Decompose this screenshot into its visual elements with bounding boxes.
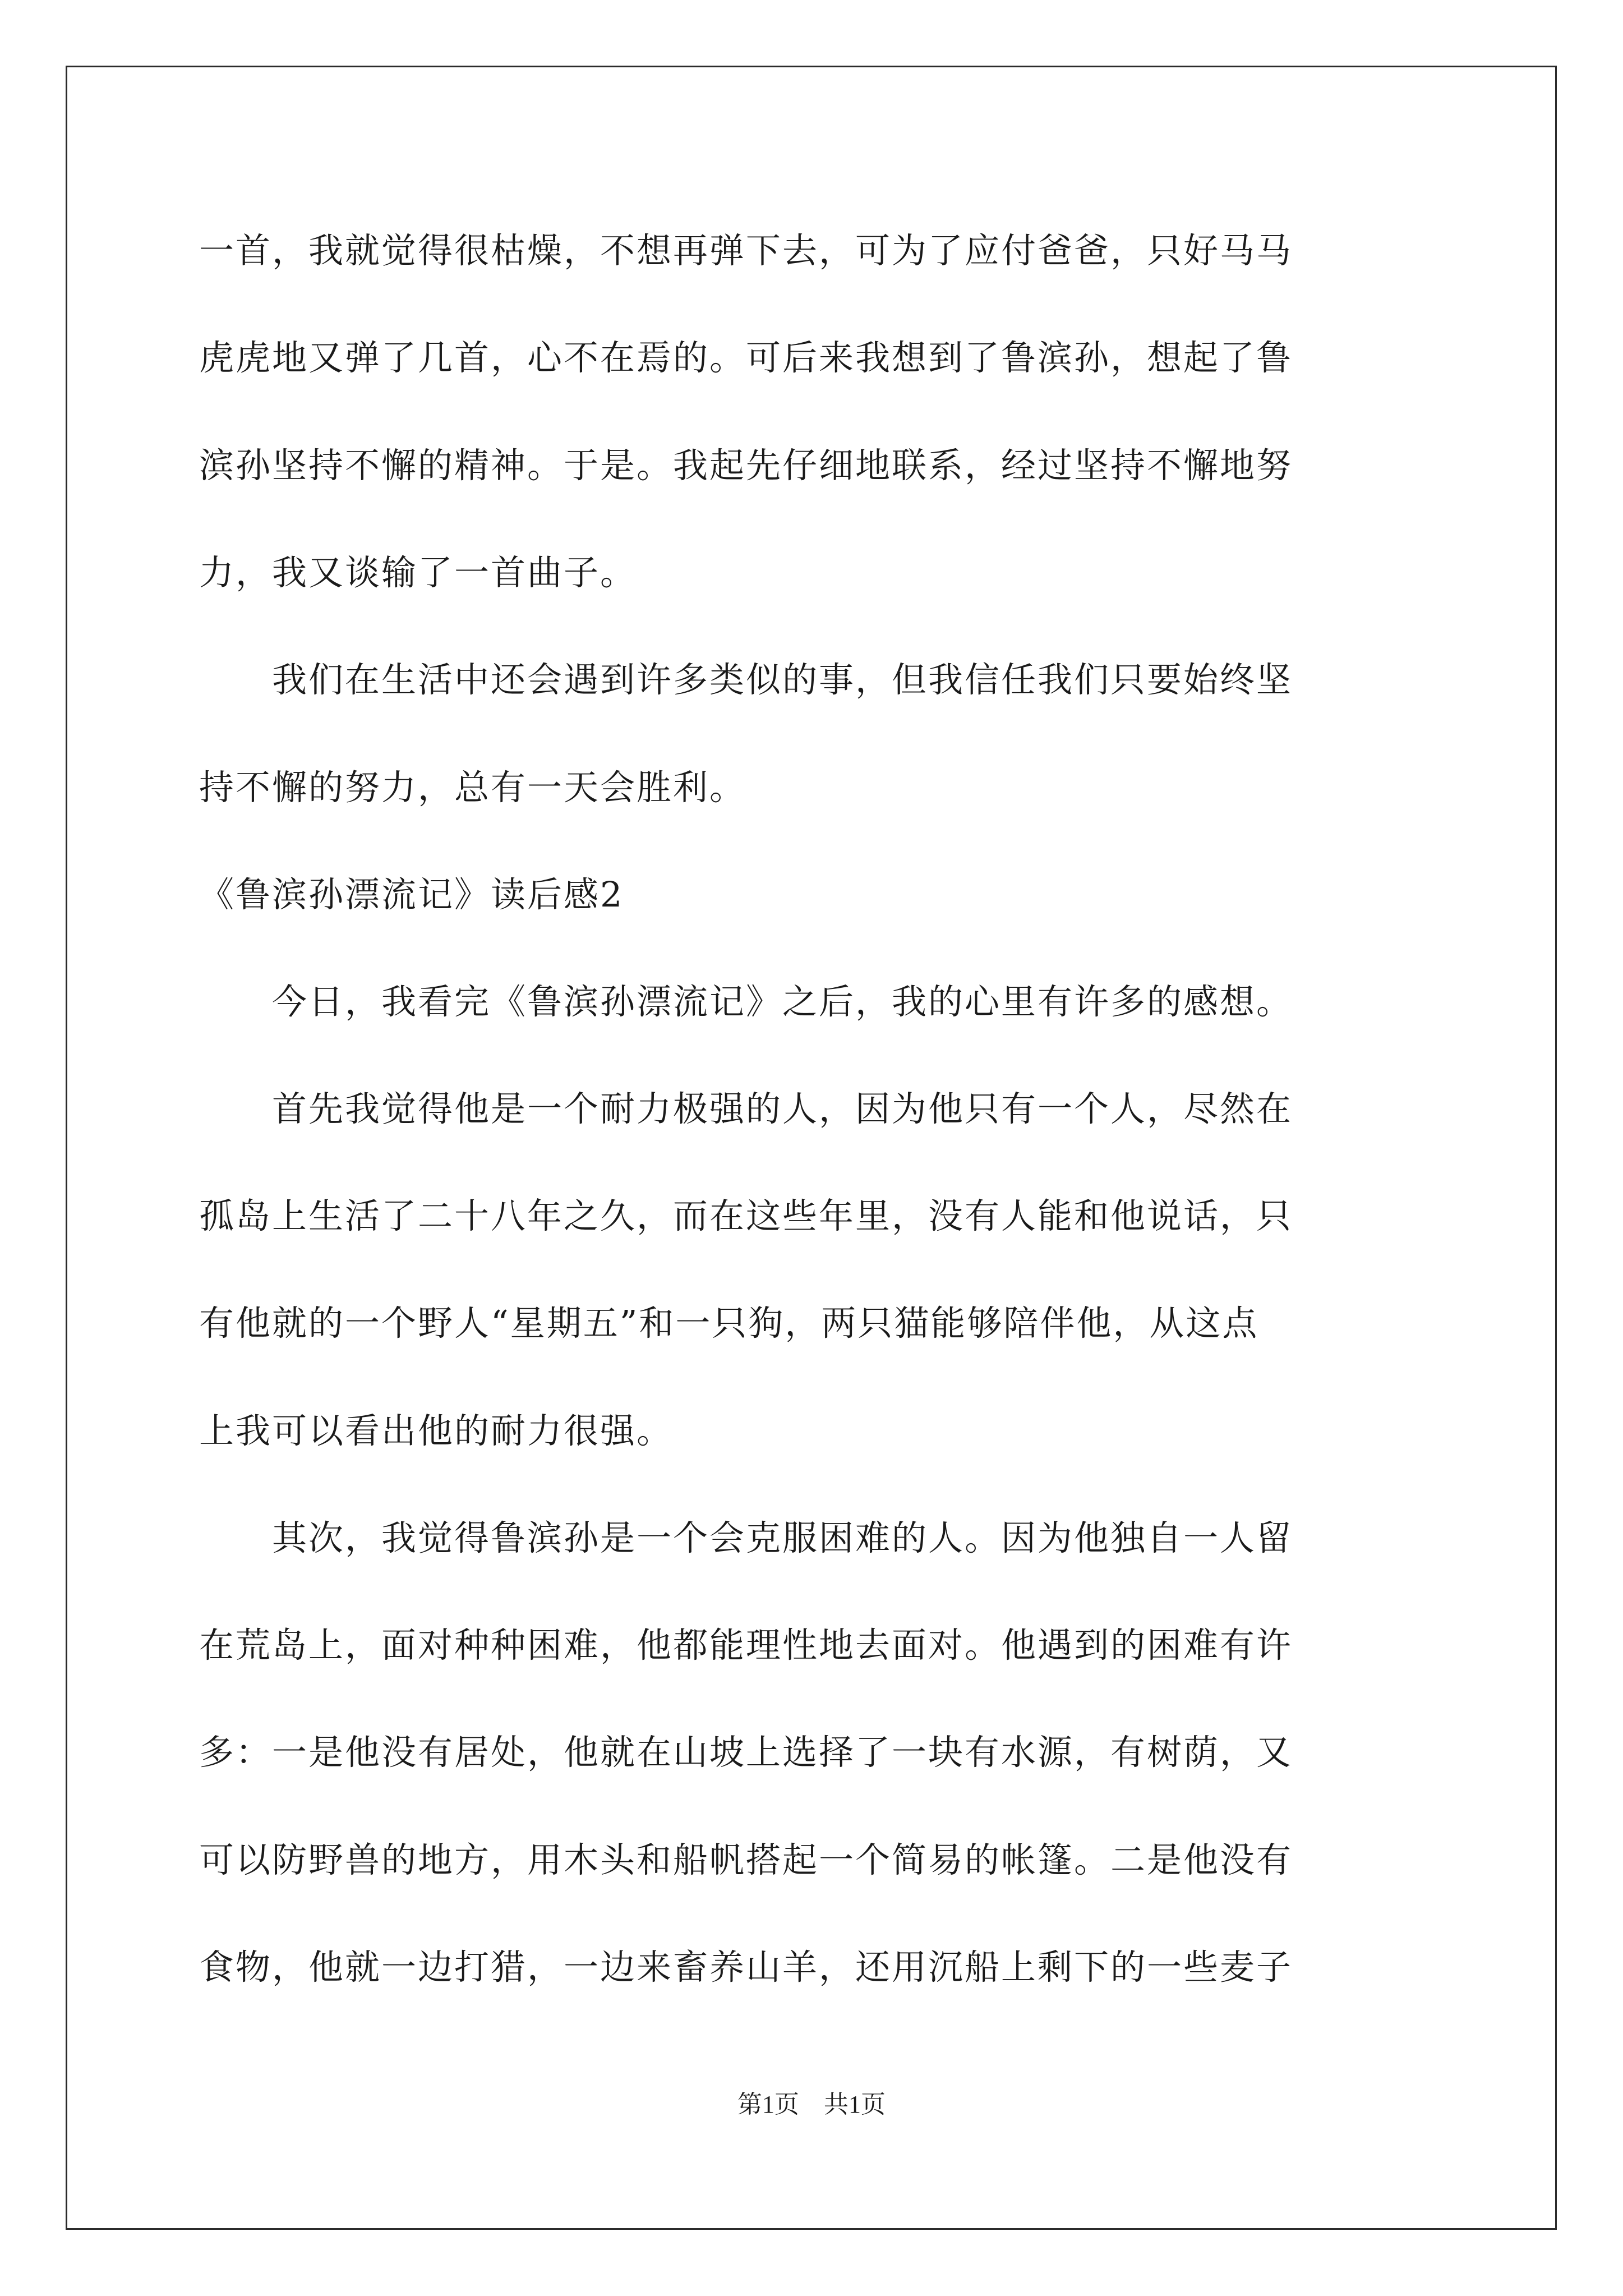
page-border — [66, 66, 1557, 2230]
text-line-2: 虎虎地又弹了几首，心不在焉的。可后来我想到了鲁滨孙，想起了鲁 — [199, 337, 1293, 378]
section-heading: 《鲁滨孙漂流记》读后感2 — [199, 874, 624, 915]
text-line-16: 可以防野兽的地方，用木头和船帆搭起一个简易的帐篷。二是他没有 — [199, 1839, 1293, 1880]
text-line-5: 我们在生活中还会遇到许多类似的事，但我信任我们只要始终坚 — [199, 659, 1293, 700]
text-line-6: 持不懈的努力，总有一天会胜利。 — [199, 767, 746, 808]
text-line-8: 今日，我看完《鲁滨孙漂流记》之后，我的心里有许多的感想。 — [199, 981, 1293, 1022]
page-footer: 第1页 共1页 — [737, 2091, 886, 2118]
text-line-3: 滨孙坚持不懈的精神。于是。我起先仔细地联系，经过坚持不懈地努 — [199, 445, 1293, 486]
text-line-9: 首先我觉得他是一个耐力极强的人，因为他只有一个人，尽然在 — [199, 1088, 1293, 1129]
text-line-10: 孤岛上生活了二十八年之久，而在这些年里，没有人能和他说话，只 — [199, 1195, 1293, 1236]
text-line-12: 上我可以看出他的耐力很强。 — [199, 1410, 674, 1451]
text-line-17: 食物，他就一边打猎，一边来畜养山羊，还用沉船上剩下的一些麦子 — [199, 1947, 1293, 1987]
text-line-14: 在荒岛上，面对种种困难，他都能理性地去面对。他遇到的困难有许 — [199, 1625, 1293, 1665]
text-line-13: 其次，我觉得鲁滨孙是一个会克服困难的人。因为他独自一人留 — [199, 1517, 1293, 1558]
text-line-11: 有他就的一个野人“星期五”和一只狗，两只猫能够陪伴他，从这点 — [199, 1303, 1259, 1343]
text-line-4: 力，我又谈输了一首曲子。 — [199, 552, 637, 593]
text-line-15: 多：一是他没有居处，他就在山坡上选择了一块有水源，有树荫，又 — [199, 1732, 1293, 1773]
text-line-1: 一首，我就觉得很枯燥，不想再弹下去，可为了应付爸爸，只好马马 — [199, 230, 1293, 271]
